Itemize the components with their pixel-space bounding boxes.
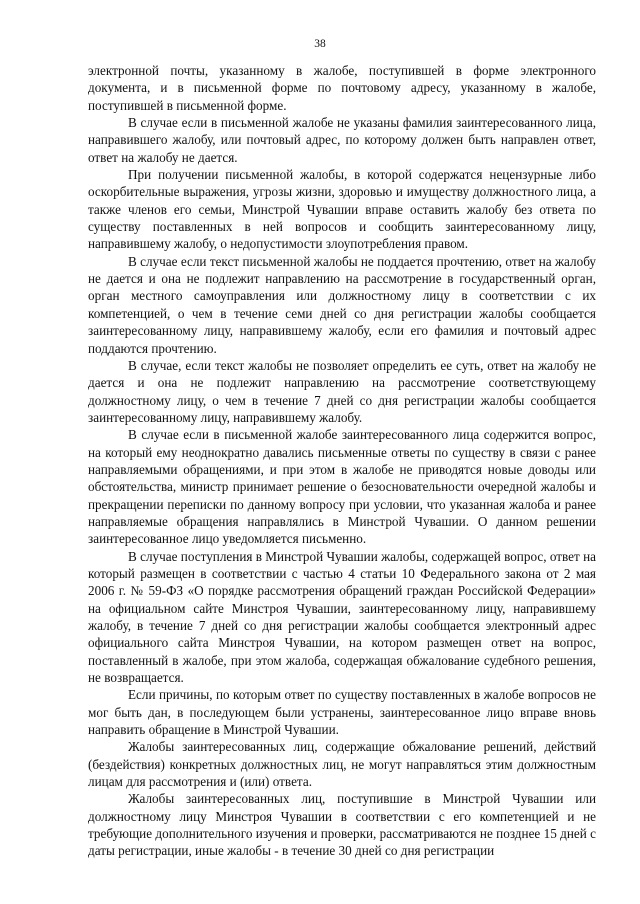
paragraph: Жалобы заинтересованных лиц, содержащие обжалование решений, действий (бездействия) конкретных должностных лиц, не могут направляться этим должностным лицам для рассмотрения и (или) ответа. — [88, 739, 596, 790]
paragraph: В случае поступления в Минстрой Чувашии жалобы, содержащей вопрос, ответ на который размещен в соответствии с частью 4 статьи 10 Федерального закона от 2 мая 2006 г. № 59-ФЗ «О порядке рассмотрения обращений граждан Российской Федерации» на официальном сайте Минстроя Чувашии, заинтересованному лицу, направившему жалобу, в течение 7 дней со дня регистрации жалобы сообщается электронный адрес официального сайта Минстроя Чувашии, на котором размещен ответ на вопрос, поставленный в жалобе, при этом жалоба, содержащая обжалование судебного решения, не возвращается. — [88, 548, 596, 686]
paragraph: В случае если текст письменной жалобы не поддается прочтению, ответ на жалобу не дается и она не подлежит направлению на рассмотрение в государственный орган, орган местного самоуправления или должностному лицу в соответствии с их компетенцией, о чем в течение семи дней со дня регистрации жалобы сообщается заинтересованному лицу, направившему жалобу, если его фамилия и почтовый адрес поддаются прочтению. — [88, 253, 596, 356]
page-number: 38 — [314, 38, 326, 50]
paragraph: При получении письменной жалобы, в которой содержатся нецензурные либо оскорбительные выражения, угрозы жизни, здоровью и имуществу должностного лица, а также членов его семьи, Минстрой Чувашии вправе оставить жалобу без ответа по существу поставленных в ней вопросов и сообщить заинтересованному лицу, направившему жалобу, о недопустимости злоупотребления правом. — [88, 167, 596, 252]
paragraph: Если причины, по которым ответ по существу поставленных в жалобе вопросов не мог быть дан, в последующем были устранены, заинтересованное лицо вправе вновь направить обращение в Минстрой Чувашии. — [88, 687, 596, 738]
paragraph-continuation: электронной почты, указанному в жалобе, поступившей в форме электронного документа, и в письменной форме по почтовому адресу, указанному в жалобе, поступившей в письменной форме. — [88, 63, 596, 113]
paragraph: В случае, если текст жалобы не позволяет определить ее суть, ответ на жалобу не дается и она не подлежит направлению на рассмотрение соответствующему должностному лицу, о чем в течение 7 дней со дня регистрации жалобы сообщается заинтересованному лицу, направившему жалобу. — [88, 357, 596, 425]
paragraph: В случае если в письменной жалобе заинтересованного лица содержится вопрос, на который ему неоднократно давались письменные ответы по существу в связи с ранее направляемыми обращениями, и при этом в жалобе не приводятся новые доводы или обстоятельства, министр принимает решение о безосновательности очередной жалобы и прекращении переписки по данному вопросу при условии, что указанная жалоба и ранее направляемые обращения направлялись в Минстрой Чувашии. О данном решении заинтересованное лицо уведомляется письменно. — [88, 427, 596, 547]
document-body — [88, 62, 596, 860]
paragraph: Жалобы заинтересованных лиц, поступившие в Минстрой Чувашии или должностному лицу Минстроя Чувашии в соответствии с его компетенцией и не требующие дополнительного изучения и проверки, рассматриваются не позднее 15 дней с даты регистрации, иные жалобы - в течение 30 дней со дня регистрации — [88, 791, 596, 859]
paragraph: В случае если в письменной жалобе не указаны фамилия заинтересованного лица, направившего жалобу, или почтовый адрес, по которому должен быть направлен ответ, ответ на жалобу не дается. — [88, 115, 596, 165]
